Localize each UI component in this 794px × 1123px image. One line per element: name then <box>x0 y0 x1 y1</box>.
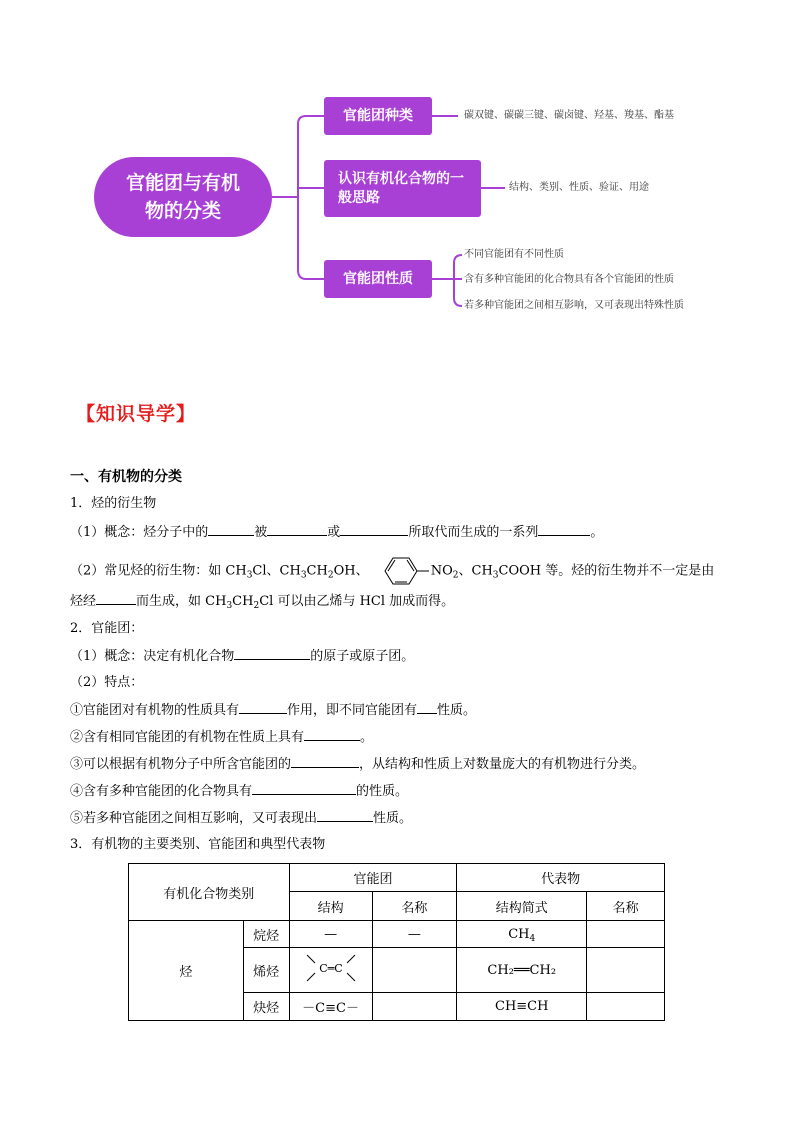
cell-name-2[interactable] <box>587 948 665 993</box>
mindmap-leaf: 碳双键、碳碳三键、碳卤键、羟基、羧基、酯基 <box>464 110 674 121</box>
mindmap-leaf: 含有多种官能团的化合物具有各个官能团的性质 <box>464 274 674 285</box>
cell-name-2[interactable] <box>587 993 665 1021</box>
header-formula: 结构简式 <box>457 892 587 921</box>
cell-name-2[interactable] <box>587 921 665 948</box>
row-class: 烷烃 <box>243 921 289 948</box>
cell-formula: CH≡CH <box>457 993 587 1021</box>
text-line: 1．烃的衍生物 <box>70 496 157 511</box>
text-line: 烃经 而生成，如 $CH_3CH_2Cl$ 可以由乙烯与 HCl 加成而得。 <box>70 591 454 612</box>
answer-blank[interactable] <box>538 522 590 536</box>
mindmap-leaf: 若多种官能团之间相互影响，又可表现出特殊性质 <box>464 300 684 311</box>
header-name-2: 名称 <box>587 892 665 921</box>
answer-blank[interactable] <box>304 727 360 741</box>
answer-blank[interactable] <box>417 700 437 714</box>
header-functional-group: 官能团 <box>289 864 457 892</box>
answer-blank[interactable] <box>96 591 136 605</box>
header-representative: 代表物 <box>457 864 665 892</box>
mindmap-node-fg-types: 官能团种类 <box>324 97 432 135</box>
double-bond-structure-icon <box>301 951 361 985</box>
text-line: （2）常见烃的衍生物：如 $CH_3Cl$、$CH_3CH_2OH$、 $NO_2$、$CH_3COOH$ 等。烃的衍生物并不一定是由 <box>70 556 714 586</box>
text-line: ①官能团对有机物的性质具有 作用，即不同官能团有 性质。 <box>70 700 476 721</box>
header-structure: 结构 <box>289 892 372 921</box>
cell-name: — <box>372 921 457 948</box>
mindmap-leaf: 不同官能团有不同性质 <box>464 249 564 260</box>
cell-formula: CH₂══CH₂ <box>457 948 587 993</box>
cell-name[interactable] <box>372 993 457 1021</box>
cell-structure: －C≡C－ <box>289 993 372 1021</box>
answer-blank[interactable] <box>234 646 310 660</box>
cell-name[interactable] <box>372 948 457 993</box>
svg-text:C═C: C═C <box>318 962 343 975</box>
cell-formula: $CH_4$ <box>457 921 587 948</box>
answer-blank[interactable] <box>291 754 359 768</box>
answer-blank[interactable] <box>239 700 287 714</box>
organic-classes-table <box>128 863 665 1021</box>
row-class: 烯烃 <box>243 948 289 993</box>
header-name: 名称 <box>372 892 457 921</box>
heading-classification: 一、有机物的分类 <box>70 469 182 485</box>
cell-structure <box>289 948 372 993</box>
text-line: ④含有多种官能团的化合物具有 的性质。 <box>70 781 408 802</box>
benzene-ring-icon <box>375 556 429 586</box>
cell-structure: — <box>289 921 372 948</box>
text-line: （1）概念：烃分子中的 被 或 所取代而生成的一系列 。 <box>70 522 603 543</box>
mindmap-node-general-approach: 认识有机化合物的一般思路 <box>324 160 481 217</box>
text-line: ③可以根据有机物分子中所含官能团的 ，从结构和性质上对数量庞大的有机物进行分类。 <box>70 754 645 775</box>
answer-blank[interactable] <box>252 781 356 795</box>
header-class: 有机化合物类别 <box>129 864 290 921</box>
text-line: ⑤若多种官能团之间相互影响，又可表现出 性质。 <box>70 808 412 829</box>
group-hydrocarbon: 烃 <box>129 921 244 1021</box>
text-line: 2．官能团： <box>70 621 144 636</box>
answer-blank[interactable] <box>208 522 254 536</box>
mindmap-leaf: 结构、类别、性质、验证、用途 <box>509 182 649 193</box>
answer-blank[interactable] <box>267 522 327 536</box>
text-line: （1）概念：决定有机化合物 的原子或原子团。 <box>70 646 414 667</box>
text-line: （2）特点： <box>70 675 144 690</box>
answer-blank[interactable] <box>317 808 373 822</box>
mindmap-node-fg-properties: 官能团性质 <box>324 260 432 298</box>
text-line: 3．有机物的主要类别、官能团和典型代表物 <box>70 837 326 852</box>
text-line: ②含有相同官能团的有机物在性质上具有 。 <box>70 727 373 748</box>
row-class: 炔烃 <box>243 993 289 1021</box>
answer-blank[interactable] <box>340 522 408 536</box>
mindmap-central-node: 官能团与有机物的分类 <box>94 157 272 237</box>
section-title: 【知识导学】 <box>76 403 197 425</box>
